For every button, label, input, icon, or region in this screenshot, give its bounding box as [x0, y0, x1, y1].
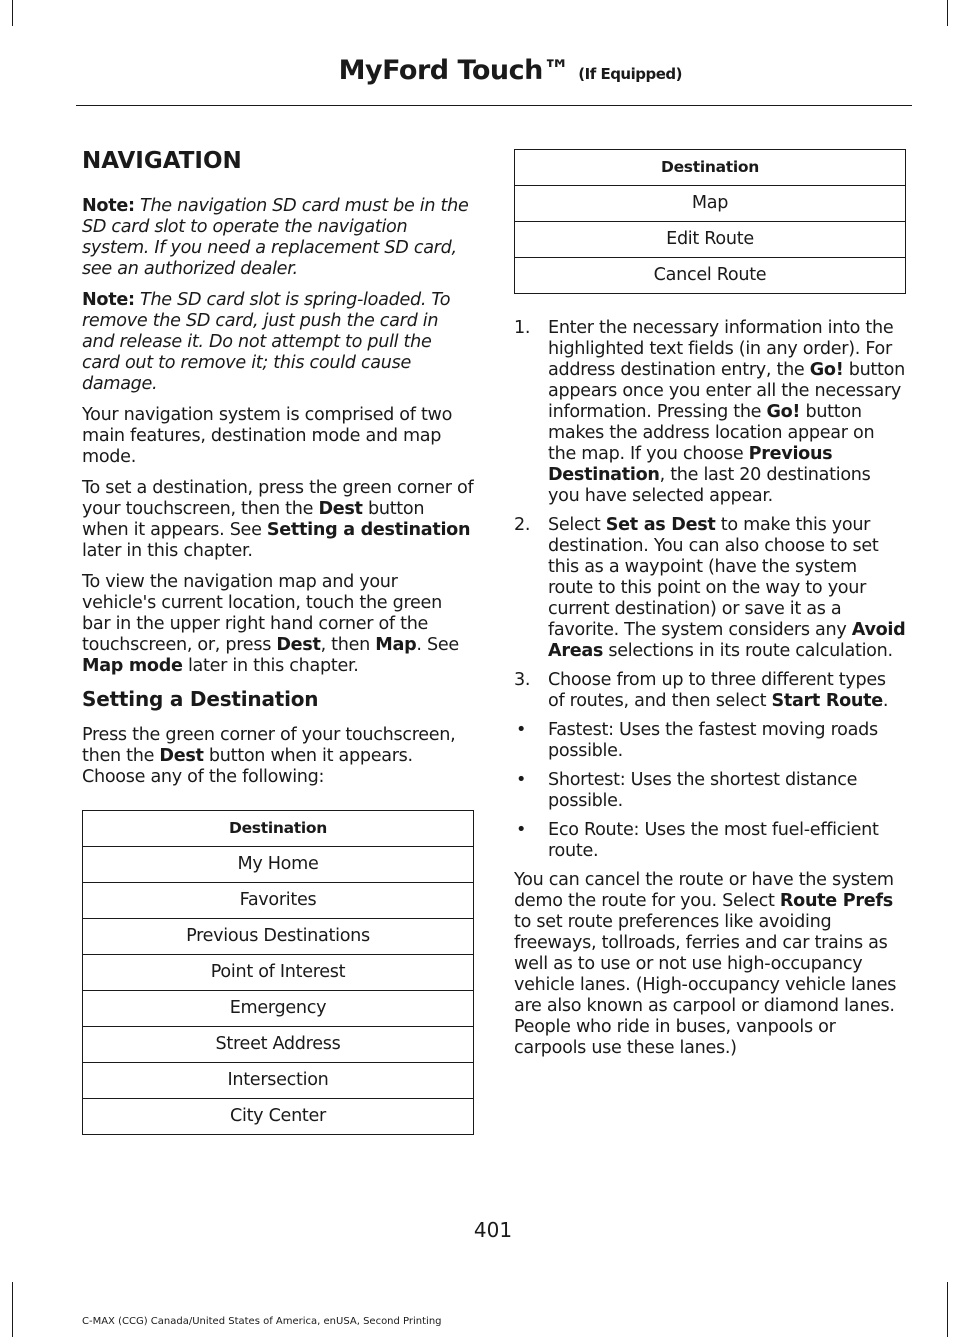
- crop-mark-top-left: [12, 0, 13, 26]
- table-row: Intersection: [83, 1063, 474, 1099]
- link-setting-a-destination: Setting a destination: [266, 520, 471, 540]
- list-item: 3. Choose from up to three different types of routes, and then select Start Route.: [514, 670, 889, 711]
- crop-mark-top-right: [947, 0, 948, 26]
- table-row: Edit Route: [515, 222, 906, 258]
- paragraph-press-green-corner: Press the green corner of your touchscreen, then the Dest button when it appears. Choose any of the following:: [82, 725, 456, 787]
- note-label: Note:: [82, 196, 135, 216]
- paragraph-view-map: To view the navigation map and your vehicle's current location, touch the green bar in the upper right hand corner of the touchscreen, or, press Dest, then Map. See Map mode later in this chapter.: [82, 572, 459, 676]
- table-row: Emergency: [83, 991, 474, 1027]
- paragraph-features: Your navigation system is comprised of two main features, destination mode and map mode.: [82, 405, 453, 467]
- table-header: Destination: [515, 150, 906, 186]
- table-row: Previous Destinations: [83, 919, 474, 955]
- subheading-setting-destination: Setting a Destination: [82, 687, 319, 711]
- link-map-mode: Map mode: [82, 656, 183, 676]
- section-heading: NAVIGATION: [82, 148, 242, 174]
- table-row: Favorites: [83, 883, 474, 919]
- header-subtitle: (If Equipped): [578, 65, 682, 83]
- note-label: Note:: [82, 290, 135, 310]
- page-header: [339, 55, 682, 86]
- page-number: 401: [473, 1218, 513, 1242]
- left-column: [82, 144, 474, 1157]
- table-header: Destination: [83, 811, 474, 847]
- list-item: • Shortest: Uses the shortest distance possible.: [514, 770, 906, 812]
- paragraph-route-prefs: You can cancel the route or have the system demo the route for you. Select Route Prefs to set route preferences like avoiding freeways, tollroads, ferries and car trains as well as to use or not use high-occupancy vehicle lanes. (High-occupancy vehicle lanes are also known as carpool or diamond lanes. People who ride in buses, vanpools or carpools use these lanes.): [514, 870, 897, 1058]
- table-row: Cancel Route: [515, 258, 906, 294]
- note-text: The SD card slot is spring-loaded. To remove the SD card, just push the card in and release it. Do not attempt to pull the card out to remove it; this could cause damage.: [82, 290, 451, 394]
- table-row: City Center: [83, 1099, 474, 1135]
- list-item: • Eco Route: Uses the most fuel-efficient route.: [514, 820, 906, 862]
- steps-list: [514, 318, 906, 712]
- table-row: Street Address: [83, 1027, 474, 1063]
- list-item: 1. Enter the necessary information into the highlighted text fields (in any order). For address destination entry, the Go! button appears once you enter all the necessary information. Pressing the Go! button makes the address location appear on the map. If you choose Previous Destination, the last 20 destinations you have selected appear.: [514, 318, 905, 506]
- list-item: • Fastest: Uses the fastest moving roads possible.: [514, 720, 906, 762]
- note-sd-card-slot: [82, 290, 474, 395]
- crop-mark-bottom-left: [12, 1282, 13, 1337]
- note-text: The navigation SD card must be in the SD card slot to operate the navigation system. If you need a replacement SD card, see an authorized dealer.: [82, 196, 469, 279]
- destination-table: [82, 810, 474, 1135]
- paragraph-set-destination: To set a destination, press the green corner of your touchscreen, then the Dest button when it appears. See Setting a destination later in this chapter.: [82, 478, 474, 561]
- header-title: MyFord Touch™: [338, 55, 570, 86]
- header-rule: [76, 105, 912, 106]
- crop-mark-bottom-right: [947, 1282, 948, 1337]
- right-column: [514, 144, 906, 1069]
- table-row: Map: [515, 186, 906, 222]
- note-sd-card-required: [82, 196, 474, 280]
- list-item: 2. Select Set as Dest to make this your destination. You can also choose to set this as a waypoint (have the system route to this point on the way to your current destination) or save it as a favorite. The system considers any Avoid Areas selections in its route calculation.: [514, 515, 906, 661]
- destination-table-continued: [514, 149, 906, 294]
- table-row: My Home: [83, 847, 474, 883]
- table-row: Point of Interest: [83, 955, 474, 991]
- route-types-list: [514, 720, 906, 862]
- footer-text: C-MAX (CCG) Canada/United States of America, enUSA, Second Printing: [82, 1316, 442, 1327]
